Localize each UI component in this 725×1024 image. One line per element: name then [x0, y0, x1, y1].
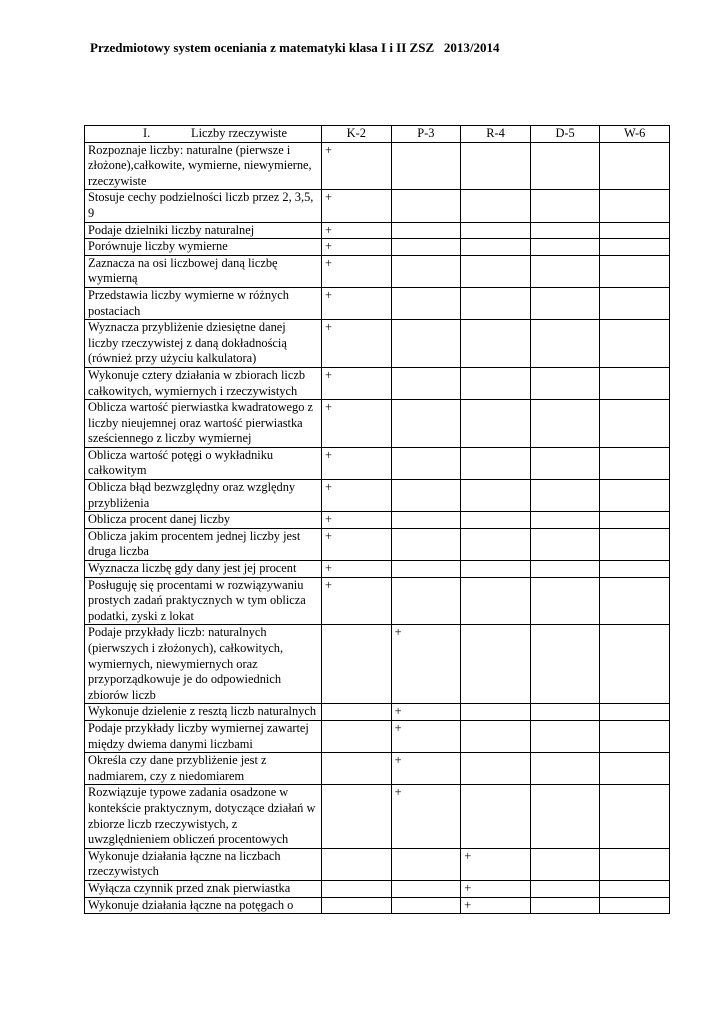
grade-mark-cell: [600, 222, 670, 239]
grade-mark-cell: [530, 880, 600, 897]
skill-cell: Wykonuje cztery działania w zbiorach liczb całkowitych, wymiernych i rzeczywistych: [85, 367, 322, 399]
grade-mark-cell: [461, 222, 531, 239]
grade-mark-cell: [461, 561, 531, 578]
grade-mark-cell: +: [322, 480, 392, 512]
grade-mark-cell: [461, 447, 531, 479]
grade-mark-cell: [600, 897, 670, 914]
skill-cell: Oblicza błąd bezwzględny oraz względny przybliżenia: [85, 480, 322, 512]
grade-mark-cell: [391, 222, 461, 239]
skill-cell: Określa czy dane przybliżenie jest z nadmiarem, czy z niedomiarem: [85, 753, 322, 785]
skill-cell: Porównuje liczby wymierne: [85, 239, 322, 256]
grade-mark-cell: [530, 239, 600, 256]
grade-mark-cell: [322, 880, 392, 897]
table-row: [85, 255, 670, 287]
grade-mark-cell: +: [461, 848, 531, 880]
grade-mark-cell: [530, 400, 600, 448]
table-header-row: [85, 126, 670, 143]
skill-cell: Posługuję się procentami w rozwiązywaniu prostych zadań praktycznych w tym oblicza podatki, zyski z lokat: [85, 577, 322, 625]
grade-mark-cell: [461, 480, 531, 512]
grade-mark-cell: [530, 320, 600, 368]
skill-cell: Stosuje cechy podzielności liczb przez 2, 3,5, 9: [85, 190, 322, 222]
table-row: [85, 785, 670, 848]
grade-mark-cell: +: [322, 528, 392, 560]
grade-mark-cell: +: [322, 255, 392, 287]
grade-mark-cell: [600, 142, 670, 190]
grade-mark-cell: [322, 897, 392, 914]
level-header-r4: R-4: [461, 126, 531, 143]
grade-mark-cell: +: [322, 400, 392, 448]
grade-mark-cell: [461, 255, 531, 287]
grade-mark-cell: [461, 287, 531, 319]
grade-mark-cell: [461, 512, 531, 529]
grade-mark-cell: [461, 528, 531, 560]
level-header-w6: W-6: [600, 126, 670, 143]
grade-mark-cell: +: [322, 577, 392, 625]
grade-mark-cell: [391, 480, 461, 512]
grade-mark-cell: [391, 577, 461, 625]
skill-cell: Oblicza procent danej liczby: [85, 512, 322, 529]
grade-mark-cell: [530, 287, 600, 319]
grade-mark-cell: [530, 222, 600, 239]
grade-mark-cell: [391, 320, 461, 368]
grade-mark-cell: +: [322, 367, 392, 399]
grade-mark-cell: [600, 561, 670, 578]
grade-mark-cell: [322, 704, 392, 721]
table-row: [85, 287, 670, 319]
grade-mark-cell: [600, 528, 670, 560]
grade-mark-cell: [600, 480, 670, 512]
grade-mark-cell: [600, 848, 670, 880]
grade-mark-cell: +: [391, 785, 461, 848]
grade-mark-cell: [391, 528, 461, 560]
grade-mark-cell: [461, 400, 531, 448]
grade-mark-cell: [600, 239, 670, 256]
grade-mark-cell: [600, 400, 670, 448]
grade-mark-cell: +: [322, 447, 392, 479]
grade-mark-cell: [322, 753, 392, 785]
skill-cell: Oblicza wartość potęgi o wykładniku całkowitym: [85, 447, 322, 479]
grade-mark-cell: [600, 577, 670, 625]
grade-mark-cell: [461, 785, 531, 848]
grade-mark-cell: [600, 447, 670, 479]
grade-mark-cell: [600, 255, 670, 287]
grade-mark-cell: [391, 255, 461, 287]
grade-mark-cell: +: [322, 190, 392, 222]
grade-mark-cell: [391, 142, 461, 190]
grade-mark-cell: [322, 625, 392, 704]
grade-mark-cell: [600, 880, 670, 897]
grade-mark-cell: [322, 785, 392, 848]
skill-cell: Wyznacza przybliżenie dziesiętne danej liczby rzeczywistej z daną dokładnością (również przy użyciu kalkulatora): [85, 320, 322, 368]
skill-cell: Wykonuje działania łączne na potęgach o: [85, 897, 322, 914]
grade-mark-cell: [530, 190, 600, 222]
skill-cell: Zaznacza na osi liczbowej daną liczbę wymierną: [85, 255, 322, 287]
grade-mark-cell: [530, 753, 600, 785]
grade-mark-cell: [461, 577, 531, 625]
skill-cell: Wykonuje dzielenie z resztą liczb naturalnych: [85, 704, 322, 721]
grade-mark-cell: +: [322, 287, 392, 319]
table-row: [85, 897, 670, 914]
grade-mark-cell: [391, 848, 461, 880]
grade-mark-cell: [461, 320, 531, 368]
grade-mark-cell: [391, 447, 461, 479]
table-row: [85, 190, 670, 222]
table-row: [85, 480, 670, 512]
grade-mark-cell: [391, 897, 461, 914]
table-row: [85, 222, 670, 239]
table-row: [85, 512, 670, 529]
grade-mark-cell: [530, 367, 600, 399]
grade-mark-cell: [600, 625, 670, 704]
grade-mark-cell: [600, 720, 670, 752]
section-number: I.: [143, 126, 151, 140]
page-title: Przedmiotowy system oceniania z matematyki klasa I i II ZSZ 2013/2014: [90, 40, 500, 55]
table-row: [85, 848, 670, 880]
grade-mark-cell: [391, 367, 461, 399]
grade-mark-cell: +: [322, 512, 392, 529]
grade-mark-cell: [530, 142, 600, 190]
grade-mark-cell: [600, 190, 670, 222]
grade-mark-cell: [530, 720, 600, 752]
grading-table: [84, 125, 670, 914]
table-body: [85, 142, 670, 914]
grade-mark-cell: [530, 528, 600, 560]
grade-mark-cell: [600, 287, 670, 319]
grade-mark-cell: [530, 785, 600, 848]
grade-mark-cell: [600, 320, 670, 368]
skill-cell: Podaje przykłady liczby wymiernej zawartej między dwiema danymi liczbami: [85, 720, 322, 752]
grade-mark-cell: +: [391, 753, 461, 785]
grade-mark-cell: [391, 287, 461, 319]
grade-mark-cell: +: [322, 320, 392, 368]
skill-cell: Wyłącza czynnik przed znak pierwiastka: [85, 880, 322, 897]
grade-mark-cell: [530, 255, 600, 287]
grade-mark-cell: [461, 367, 531, 399]
grade-mark-cell: +: [461, 897, 531, 914]
grade-mark-cell: +: [322, 561, 392, 578]
grade-mark-cell: [461, 142, 531, 190]
table-row: [85, 239, 670, 256]
level-header-d5: D-5: [530, 126, 600, 143]
skill-cell: Rozwiązuje typowe zadania osadzone w kontekście praktycznym, dotyczące działań w zbiorze liczb rzeczywistych, z uwzględnieniem obliczeń procentowych: [85, 785, 322, 848]
grade-mark-cell: [530, 704, 600, 721]
table-row: [85, 753, 670, 785]
grade-mark-cell: +: [391, 625, 461, 704]
grade-mark-cell: [530, 447, 600, 479]
grade-mark-cell: +: [391, 704, 461, 721]
table-row: [85, 561, 670, 578]
table-row: [85, 577, 670, 625]
grade-mark-cell: [391, 561, 461, 578]
grade-mark-cell: [600, 367, 670, 399]
grade-mark-cell: [391, 400, 461, 448]
grade-mark-cell: [530, 897, 600, 914]
table-row: [85, 447, 670, 479]
grade-mark-cell: [530, 480, 600, 512]
grade-mark-cell: +: [461, 880, 531, 897]
grade-mark-cell: [322, 848, 392, 880]
grade-mark-cell: [461, 190, 531, 222]
table-row: [85, 704, 670, 721]
grade-mark-cell: [530, 577, 600, 625]
grade-mark-cell: [461, 720, 531, 752]
skill-cell: Podaje przykłady liczb: naturalnych (pierwszych i złożonych), całkowitych, wymiernych, niewymiernych oraz przyporządkowuje je do odpowiednich zbiorów liczb: [85, 625, 322, 704]
grade-mark-cell: [461, 239, 531, 256]
grade-mark-cell: [461, 625, 531, 704]
skill-cell: Podaje dzielniki liczby naturalnej: [85, 222, 322, 239]
grade-mark-cell: [530, 561, 600, 578]
skill-cell: Oblicza wartość pierwiastka kwadratowego z liczby nieujemnej oraz wartość pierwiastka sześciennego z liczby wymiernej: [85, 400, 322, 448]
grade-mark-cell: [322, 720, 392, 752]
level-header-p3: P-3: [391, 126, 461, 143]
grade-mark-cell: +: [322, 239, 392, 256]
table-row: [85, 400, 670, 448]
table-row: [85, 720, 670, 752]
table-row: [85, 625, 670, 704]
grade-mark-cell: [530, 512, 600, 529]
grade-mark-cell: [391, 190, 461, 222]
level-header-k2: K-2: [322, 126, 392, 143]
table-row: [85, 142, 670, 190]
skill-cell: Przedstawia liczby wymierne w różnych postaciach: [85, 287, 322, 319]
grade-mark-cell: [391, 880, 461, 897]
skill-cell: Rozpoznaje liczby: naturalne (pierwsze i złożone),całkowite, wymierne, niewymierne, rzeczywiste: [85, 142, 322, 190]
grade-mark-cell: [391, 512, 461, 529]
section-header: [85, 126, 322, 143]
grade-mark-cell: [530, 848, 600, 880]
grade-mark-cell: +: [322, 222, 392, 239]
grade-mark-cell: [530, 625, 600, 704]
grade-mark-cell: +: [322, 142, 392, 190]
grade-mark-cell: [461, 704, 531, 721]
skill-cell: Wykonuje działania łączne na liczbach rzeczywistych: [85, 848, 322, 880]
grade-mark-cell: [600, 785, 670, 848]
table-row: [85, 880, 670, 897]
skill-cell: Wyznacza liczbę gdy dany jest jej procent: [85, 561, 322, 578]
grade-mark-cell: [600, 704, 670, 721]
table-row: [85, 320, 670, 368]
grade-mark-cell: [391, 239, 461, 256]
grade-mark-cell: [600, 753, 670, 785]
grade-mark-cell: +: [391, 720, 461, 752]
grade-mark-cell: [461, 753, 531, 785]
table-row: [85, 367, 670, 399]
table-row: [85, 528, 670, 560]
skill-cell: Oblicza jakim procentem jednej liczby jest druga liczba: [85, 528, 322, 560]
grade-mark-cell: [600, 512, 670, 529]
section-title: Liczby rzeczywiste: [191, 126, 287, 140]
